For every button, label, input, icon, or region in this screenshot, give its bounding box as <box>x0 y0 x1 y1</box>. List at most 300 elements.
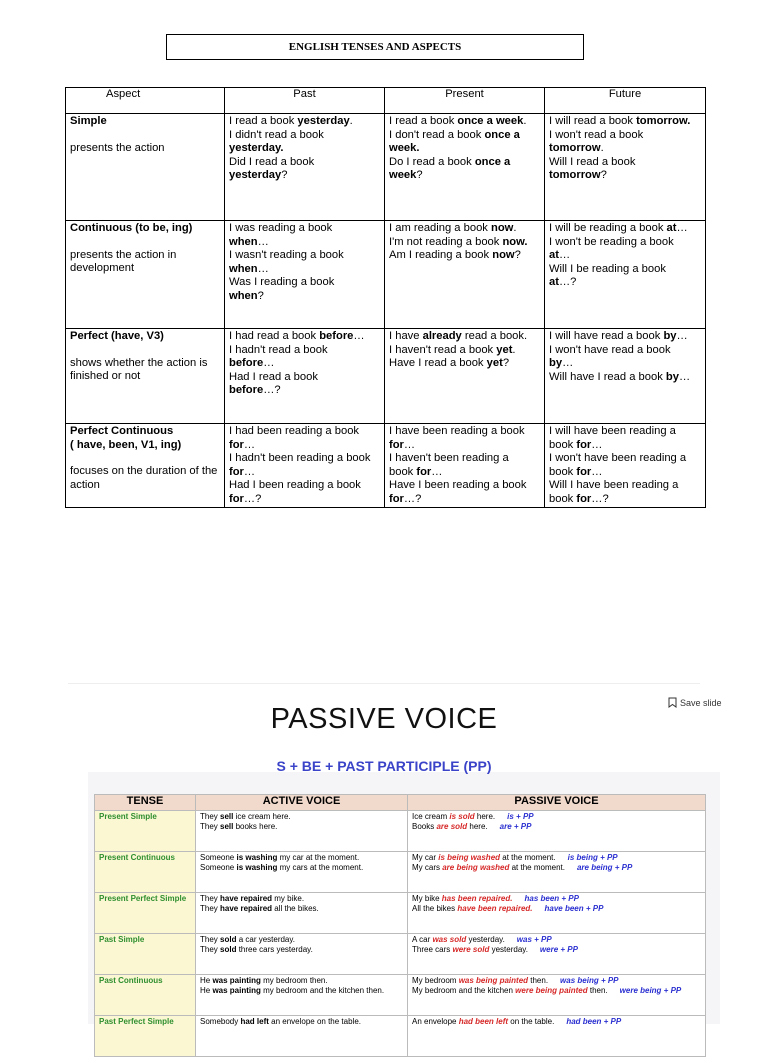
time-marker: for <box>576 438 592 451</box>
example-text: . <box>349 115 353 127</box>
formula-tag: have been + PP <box>544 904 604 913</box>
passive-verb: had been left <box>458 1017 509 1026</box>
example-text: read a book. <box>461 330 528 342</box>
header-passive-voice: PASSIVE VOICE <box>408 795 706 811</box>
sentence-text: They <box>200 822 221 831</box>
sentence-text: then. <box>587 986 608 995</box>
example-text: ? <box>257 289 264 302</box>
future-example-cell <box>545 424 706 508</box>
aspect-cell <box>66 114 225 221</box>
formula-tag: are being + PP <box>576 863 633 872</box>
example-text: … <box>243 465 256 478</box>
sentence-text: They <box>200 904 221 913</box>
example-line <box>229 479 380 493</box>
header-present: Present <box>385 88 545 114</box>
example-line <box>229 371 380 385</box>
example-text: I haven't read a book <box>389 343 497 356</box>
example-line <box>549 236 701 250</box>
active-verb: sell <box>220 822 234 831</box>
example-text: I hadn't been reading a book <box>229 452 371 464</box>
example-text: book <box>549 492 577 505</box>
example-text: I didn't read a book <box>229 128 324 141</box>
time-marker: when <box>229 289 258 302</box>
formula-tag: has been + PP <box>524 894 579 903</box>
aspect-name: Simple <box>70 115 107 127</box>
time-marker: by <box>549 357 563 369</box>
tenses-row <box>66 114 706 221</box>
time-marker: by <box>663 330 677 342</box>
example-text: … <box>676 330 688 342</box>
example-line <box>549 263 701 277</box>
aspect-description: focuses on the duration of the action <box>70 465 218 491</box>
passive-verb: is sold <box>449 812 475 821</box>
time-marker: already <box>422 330 462 342</box>
passive-row <box>95 811 706 852</box>
example-text: …? <box>403 492 422 505</box>
active-verb: had left <box>240 1017 269 1026</box>
sentence-text: He <box>200 986 213 995</box>
example-text: Have I read a book <box>389 357 487 369</box>
future-example-cell <box>545 114 706 221</box>
active-verb: is washing <box>236 853 278 862</box>
time-marker: for <box>389 438 404 451</box>
example-line <box>389 439 540 453</box>
passive-row <box>95 852 706 893</box>
example-text: I am reading a book <box>389 222 491 234</box>
example-line <box>389 493 540 507</box>
passive-verb: were sold <box>452 945 490 954</box>
sentence-text: books here. <box>233 822 278 831</box>
header-future: Future <box>545 88 706 114</box>
time-marker: yesterday <box>297 115 350 127</box>
tense-cell: Past Perfect Simple <box>95 1016 196 1057</box>
passive-row <box>95 975 706 1016</box>
example-line <box>549 156 701 170</box>
time-marker: now <box>491 222 514 234</box>
sentence-text: on the table. <box>508 1017 555 1026</box>
example-line <box>229 142 380 156</box>
sentence-text: All the bikes <box>412 904 458 913</box>
example-text: … <box>263 357 275 369</box>
active-voice-cell <box>196 934 408 975</box>
time-marker: now. <box>502 235 528 248</box>
example-line <box>389 466 540 480</box>
example-line <box>549 452 701 466</box>
example-text: ? <box>502 357 510 369</box>
example-line <box>549 249 701 263</box>
example-line <box>229 384 380 398</box>
tenses-row <box>66 221 706 329</box>
example-text: . <box>512 343 516 356</box>
example-text: book <box>389 465 417 478</box>
example-text: I had read a book <box>229 330 320 342</box>
sentence-text: three cars yesterday. <box>236 945 313 954</box>
passive-voice-cell <box>408 893 706 934</box>
future-example-cell <box>545 329 706 424</box>
example-line <box>389 142 540 156</box>
sentence-text: Ice cream <box>412 812 450 821</box>
passive-voice-cell <box>408 934 706 975</box>
example-text: . <box>523 115 527 127</box>
formula-tag: are + PP <box>499 822 532 831</box>
sentence-text: Someone <box>200 863 237 872</box>
aspect-name: ( have, been, V1, ing) <box>70 438 182 451</box>
passive-verb: are sold <box>436 822 468 831</box>
formula-tag: is + PP <box>507 812 534 821</box>
example-line <box>549 466 701 480</box>
sentence-text: my car at the moment. <box>277 853 360 862</box>
example-line <box>229 290 380 304</box>
time-marker: tomorrow <box>549 142 601 154</box>
header-active-voice: ACTIVE VOICE <box>196 795 408 811</box>
sentence-text: They <box>200 935 221 944</box>
time-marker: yet <box>496 343 513 356</box>
example-text: Will I read a book <box>549 155 636 168</box>
formula-tag: were + PP <box>539 945 578 954</box>
save-slide-label: Save slide <box>680 697 722 708</box>
formula-tag: was being + PP <box>560 976 619 985</box>
time-marker: for <box>229 492 244 505</box>
sentence-text: A car <box>412 935 433 944</box>
example-line <box>229 249 380 263</box>
example-text: ? <box>514 249 521 261</box>
example-line <box>389 156 540 170</box>
time-marker: by <box>665 370 679 383</box>
header-past: Past <box>225 88 385 114</box>
example-line <box>389 236 540 250</box>
sentence-text: all the bikes. <box>272 904 319 913</box>
active-voice-cell <box>196 975 408 1016</box>
time-marker: once a week <box>457 115 524 127</box>
formula-tag: was + PP <box>516 935 552 944</box>
example-line <box>549 276 701 290</box>
sentence-text: at the moment. <box>500 853 556 862</box>
example-line <box>229 276 380 290</box>
time-marker: for <box>389 492 404 505</box>
tense-cell: Past Simple <box>95 934 196 975</box>
example-line <box>549 493 701 507</box>
tense-cell: Present Continuous <box>95 852 196 893</box>
active-voice-cell <box>196 1016 408 1057</box>
example-text: Will I be reading a book <box>549 262 666 275</box>
active-verb: sell <box>220 812 234 821</box>
passive-verb: have been repaired. <box>457 904 533 913</box>
sentence-text: here. <box>467 822 488 831</box>
time-marker: for <box>576 465 592 478</box>
past-example-cell <box>225 114 385 221</box>
example-line <box>549 142 701 156</box>
aspect-cell <box>66 424 225 508</box>
sentence-text: at the moment. <box>509 863 565 872</box>
sentence-text: an envelope on the table. <box>268 1017 361 1026</box>
example-text: book <box>549 438 577 451</box>
time-marker: for <box>576 492 592 505</box>
example-text: … <box>257 262 269 275</box>
passive-row <box>95 893 706 934</box>
time-marker: week. <box>389 142 420 154</box>
example-text: Have I been reading a book <box>389 479 527 491</box>
example-text: I will have been reading a <box>549 425 676 437</box>
formula-tag: had been + PP <box>566 1017 622 1026</box>
sentence-text: my bedroom then. <box>260 976 328 985</box>
time-marker: week <box>389 169 417 181</box>
active-verb: have repaired <box>220 894 273 903</box>
example-line <box>389 479 540 493</box>
sentence-text: Books <box>412 822 437 831</box>
example-text: … <box>562 357 574 369</box>
example-line <box>389 452 540 466</box>
example-text: … <box>558 249 571 261</box>
passive-verb: has been repaired. <box>441 894 513 903</box>
example-text: …? <box>243 492 262 505</box>
document-title-box <box>166 34 584 60</box>
sentence-text: My car <box>412 853 439 862</box>
example-text: ? <box>416 169 423 181</box>
time-marker: when <box>229 235 258 248</box>
example-line <box>389 169 540 183</box>
example-line <box>549 439 701 453</box>
sentence-text: Somebody <box>200 1017 241 1026</box>
example-text: I read a book <box>389 115 458 127</box>
example-line <box>229 236 380 250</box>
example-line <box>549 371 701 385</box>
passive-verb: were being painted <box>515 986 588 995</box>
example-text: I'm not reading a book <box>389 235 503 248</box>
example-text: I won't have read a book <box>549 343 671 356</box>
example-text: …? <box>591 492 609 505</box>
sentence-text: Someone <box>200 853 237 862</box>
example-line <box>229 330 380 344</box>
time-marker: for <box>229 465 244 478</box>
example-text: I had been reading a book <box>229 425 360 437</box>
example-text: I have been reading a book <box>389 425 525 437</box>
example-text: I was reading a book <box>229 222 333 234</box>
time-marker: at <box>666 222 677 234</box>
tense-cell: Past Continuous <box>95 975 196 1016</box>
passive-voice-cell <box>408 1016 706 1057</box>
example-line <box>389 115 540 129</box>
example-text: … <box>243 438 256 451</box>
example-text: I won't read a book <box>549 128 644 141</box>
sentence-text: then. <box>528 976 549 985</box>
passive-verb: was sold <box>432 935 467 944</box>
example-text: book <box>549 465 577 478</box>
example-text: ? <box>600 169 607 181</box>
document-title: ENGLISH TENSES AND ASPECTS <box>288 41 462 53</box>
sentence-text: my cars at the moment. <box>277 863 364 872</box>
example-text: …? <box>263 384 281 396</box>
sentence-text: He <box>200 976 213 985</box>
example-text: I won't be reading a book <box>549 235 674 248</box>
formula-tag: were being + PP <box>619 986 682 995</box>
example-line <box>389 425 540 439</box>
sentence-text: They <box>200 812 221 821</box>
example-text: … <box>353 330 365 342</box>
aspect-description: presents the action in development <box>70 248 177 274</box>
aspect-description: shows whether the action is finished or not <box>70 356 208 382</box>
active-verb: have repaired <box>220 904 273 913</box>
time-marker: yesterday <box>229 169 282 181</box>
example-line <box>229 452 380 466</box>
example-text: I wasn't reading a book <box>229 249 344 261</box>
tenses-row <box>66 329 706 424</box>
example-line <box>549 169 701 183</box>
passive-verb: are being washed <box>442 863 510 872</box>
active-verb: sold <box>220 945 237 954</box>
present-example-cell <box>385 114 545 221</box>
sentence-text: My bedroom and the kitchen <box>412 986 516 995</box>
aspect-name: Perfect (have, V3) <box>70 330 164 342</box>
formula-tag: is being + PP <box>567 853 618 862</box>
example-line <box>549 344 701 358</box>
time-marker: before <box>229 384 264 396</box>
passive-voice-cell <box>408 975 706 1016</box>
sentence-text: yesterday. <box>489 945 528 954</box>
aspect-cell <box>66 221 225 329</box>
sentence-text: my bike. <box>272 894 305 903</box>
example-line <box>389 129 540 143</box>
example-text: . <box>600 142 604 154</box>
aspect-cell <box>66 329 225 424</box>
slide-divider <box>68 683 700 684</box>
example-text: I don't read a book <box>389 128 485 141</box>
past-example-cell <box>225 221 385 329</box>
tense-cell: Present Perfect Simple <box>95 893 196 934</box>
example-line <box>549 330 701 344</box>
active-verb: sold <box>220 935 237 944</box>
active-verb: was painting <box>212 986 261 995</box>
aspect-name: Perfect Continuous <box>70 425 174 437</box>
example-line <box>229 439 380 453</box>
time-marker: for <box>416 465 432 478</box>
tenses-row <box>66 424 706 508</box>
example-line <box>549 425 701 439</box>
time-marker: yesterday. <box>229 142 284 154</box>
sentence-text: yesterday. <box>466 935 505 944</box>
example-line <box>229 263 380 277</box>
time-marker: now <box>492 249 515 261</box>
passive-voice-cell <box>408 811 706 852</box>
passive-verb: was being painted <box>458 976 529 985</box>
example-text: Had I been reading a book <box>229 479 361 491</box>
example-text: Did I read a book <box>229 155 315 168</box>
example-line <box>389 357 540 371</box>
example-line <box>229 425 380 439</box>
example-text: I have <box>389 330 423 342</box>
future-example-cell <box>545 221 706 329</box>
sentence-text: My bike <box>412 894 442 903</box>
sentence-text: They <box>200 945 221 954</box>
time-marker: before <box>319 330 354 342</box>
example-text: Am I reading a book <box>389 249 493 261</box>
example-line <box>229 466 380 480</box>
example-text: Was I reading a book <box>229 276 335 288</box>
active-voice-cell <box>196 893 408 934</box>
example-text: Will I have been reading a <box>549 479 679 491</box>
time-marker: before <box>229 357 264 369</box>
tense-cell: Present Simple <box>95 811 196 852</box>
example-text: … <box>431 465 443 478</box>
example-text: I will be reading a book <box>549 222 667 234</box>
sentence-text: My bedroom <box>412 976 459 985</box>
time-marker: once a <box>474 155 511 168</box>
active-verb: was painting <box>212 976 261 985</box>
time-marker: tomorrow. <box>636 115 691 127</box>
example-text: … <box>591 465 603 478</box>
example-text: I will have read a book <box>549 330 664 342</box>
time-marker: tomorrow <box>549 169 601 181</box>
passive-verb: is being washed <box>438 853 501 862</box>
example-line <box>229 115 380 129</box>
active-voice-cell <box>196 811 408 852</box>
example-text: … <box>678 370 691 383</box>
sentence-text: Three cars <box>412 945 453 954</box>
sentence-text: here. <box>474 812 496 821</box>
active-verb: is washing <box>236 863 278 872</box>
present-example-cell <box>385 424 545 508</box>
example-line <box>229 169 380 183</box>
example-text: I will read a book <box>549 115 637 127</box>
example-line <box>389 249 540 263</box>
example-line <box>229 357 380 371</box>
example-text: I won't have been reading a <box>549 452 687 464</box>
example-line <box>229 129 380 143</box>
example-line <box>389 330 540 344</box>
header-aspect: Aspect <box>66 88 225 114</box>
sentence-text: my bedroom and the kitchen then. <box>260 986 385 995</box>
example-text: … <box>591 438 603 451</box>
passive-row <box>95 1016 706 1057</box>
time-marker: at <box>549 276 559 288</box>
header-tense: TENSE <box>95 795 196 811</box>
example-line <box>229 493 380 507</box>
example-text: … <box>676 222 688 234</box>
example-text: Had I read a book <box>229 370 318 383</box>
passive-formula: S + BE + PAST PARTICIPLE (PP) <box>276 758 492 774</box>
sentence-text: An envelope <box>412 1017 459 1026</box>
passive-voice-cell <box>408 852 706 893</box>
present-example-cell <box>385 329 545 424</box>
past-example-cell <box>225 329 385 424</box>
passive-header-row <box>95 795 706 811</box>
sentence-text: My cars <box>412 863 443 872</box>
example-line <box>549 222 701 236</box>
example-text: Do I read a book <box>389 155 475 168</box>
time-marker: once a <box>484 128 520 141</box>
example-text: … <box>257 235 269 248</box>
present-example-cell <box>385 221 545 329</box>
aspect-name: Continuous (to be, ing) <box>70 222 193 234</box>
example-text: …? <box>558 276 577 288</box>
passive-table <box>94 794 706 1057</box>
example-text: ? <box>281 169 288 181</box>
example-text: Will have I read a book <box>549 370 666 383</box>
example-text: I read a book <box>229 115 298 127</box>
example-line <box>389 344 540 358</box>
tenses-table <box>65 87 706 508</box>
example-line <box>549 357 701 371</box>
example-text: I hadn't read a book <box>229 343 328 356</box>
example-line <box>229 222 380 236</box>
time-marker: for <box>229 438 244 451</box>
example-line <box>549 479 701 493</box>
active-voice-cell <box>196 852 408 893</box>
example-line <box>389 222 540 236</box>
example-text: . <box>513 222 517 234</box>
example-text: I haven't been reading a <box>389 452 509 464</box>
passive-title: PASSIVE VOICE <box>270 703 498 735</box>
time-marker: when <box>229 262 258 275</box>
